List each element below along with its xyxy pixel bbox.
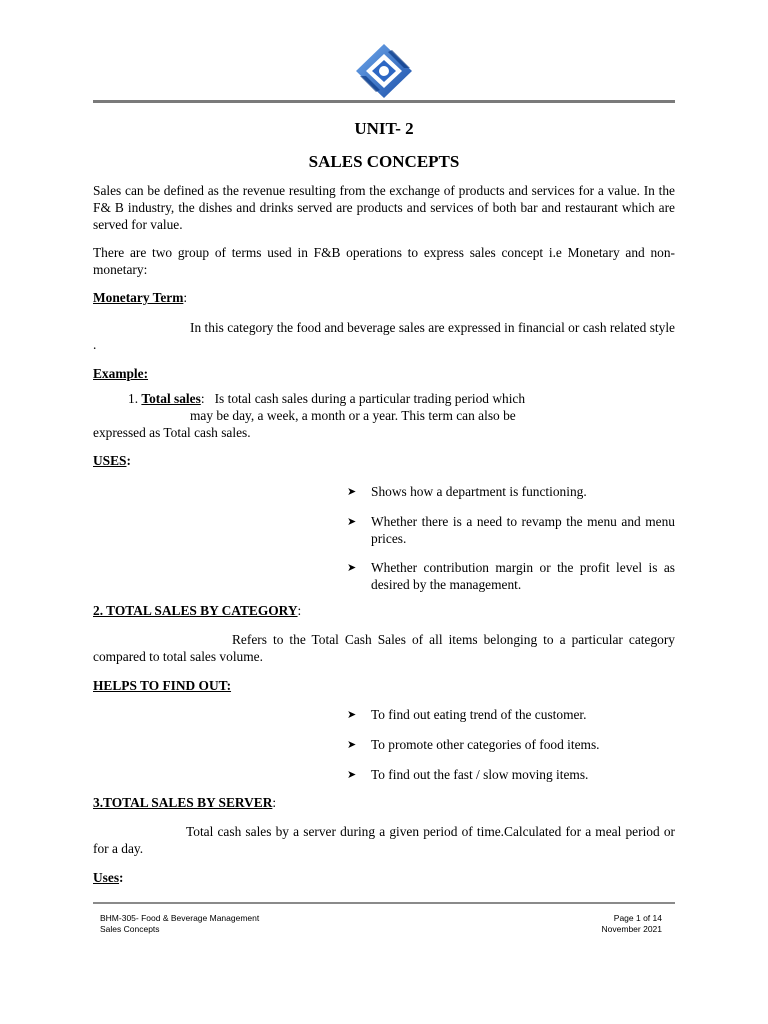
list-item [347,483,675,501]
unit-title: UNIT- 2 [354,119,414,138]
page-content [93,118,675,886]
monetary-heading-suffix: : [183,290,188,305]
helps-heading-line [93,677,675,694]
uses-heading-line [93,452,675,469]
groups-paragraph: There are two group of terms used in F&B operations to express sales concept i.e Monetary and non- monetary: [93,245,675,277]
total-sales-item [93,390,675,441]
category-text: Refers to the Total Cash Sales of all items belonging to a particular category compared to total sales volume. [93,632,675,664]
uses-heading-suffix: : [126,453,131,468]
list-item-text: To find out the fast / slow moving items. [371,767,589,782]
list-item-text: To promote other categories of food items. [371,737,600,752]
total-sales-number: 1. [128,391,139,406]
uses2-heading-line [93,869,675,886]
uses-heading: USES [93,453,127,468]
page-title: SALES CONCEPTS [308,152,460,171]
footer-course: BHM-305- Food & Beverage Management [100,913,260,923]
list-item-text: Shows how a department is functioning. [371,484,587,499]
footer-row-1 [100,913,662,924]
list-item [347,559,675,593]
intro-paragraph: Sales can be defined as the revenue resulting from the exchange of products and services for a value. In the F& B industry, the dishes and drinks served are products and services of both bar and restaurant which are served for value. [93,183,675,232]
category-heading: 2. TOTAL SALES BY CATEGORY [93,603,298,618]
server-heading: 3.TOTAL SALES BY SERVER [93,795,273,810]
example-heading-line [93,365,675,382]
list-item-text: To find out eating trend of the customer. [371,707,587,722]
page-footer [100,913,662,935]
uses2-heading-suffix: : [119,870,124,885]
total-sales-line2: may be day, a week, a month or a year. This term can also be [190,408,516,423]
total-sales-text1: : Is total cash sales during a particular trading period which [200,391,526,406]
arrow-bullet-icon: ➤ [347,769,357,781]
uses2-heading: Uses [93,870,120,885]
footer-page-number: Page 1 of 14 [613,913,662,923]
server-heading-line [93,794,675,811]
arrow-bullet-icon: ➤ [347,562,357,574]
server-heading-suffix: : [272,795,277,810]
arrow-bullet-icon: ➤ [347,516,357,528]
list-item [347,736,675,754]
header-divider [93,100,675,103]
footer-divider [93,902,675,904]
list-item [347,513,675,547]
list-item-text: Whether contribution margin or the profit level is as desired by the management. [371,560,675,592]
total-sales-line1 [93,390,675,407]
helps-list [347,706,675,784]
list-item [347,766,675,784]
diamond-logo-icon [352,42,416,100]
footer-date: November 2021 [601,924,662,934]
list-item-text: Whether there is a need to revamp the menu and menu prices. [371,514,675,546]
total-sales-label: Total sales [141,391,201,406]
example-heading: Example: [93,366,149,381]
total-sales-line3: expressed as Total cash sales. [93,425,251,440]
arrow-bullet-icon: ➤ [347,739,357,751]
footer-topic: Sales Concepts [100,924,160,934]
footer-row-2 [100,924,662,935]
arrow-bullet-icon: ➤ [347,709,357,721]
monetary-heading: Monetary Term [93,290,184,305]
helps-heading: HELPS TO FIND OUT: [93,678,232,693]
category-heading-suffix: : [297,603,302,618]
list-item [347,706,675,724]
uses-list [347,483,675,593]
category-heading-line [93,602,675,619]
arrow-bullet-icon: ➤ [347,486,357,498]
monetary-text: In this category the food and beverage sales are expressed in financial or cash related style . [93,320,675,352]
server-text: Total cash sales by a server during a given period of time.Calculated for a meal period or for a day. [93,824,675,856]
monetary-heading-line [93,289,675,306]
